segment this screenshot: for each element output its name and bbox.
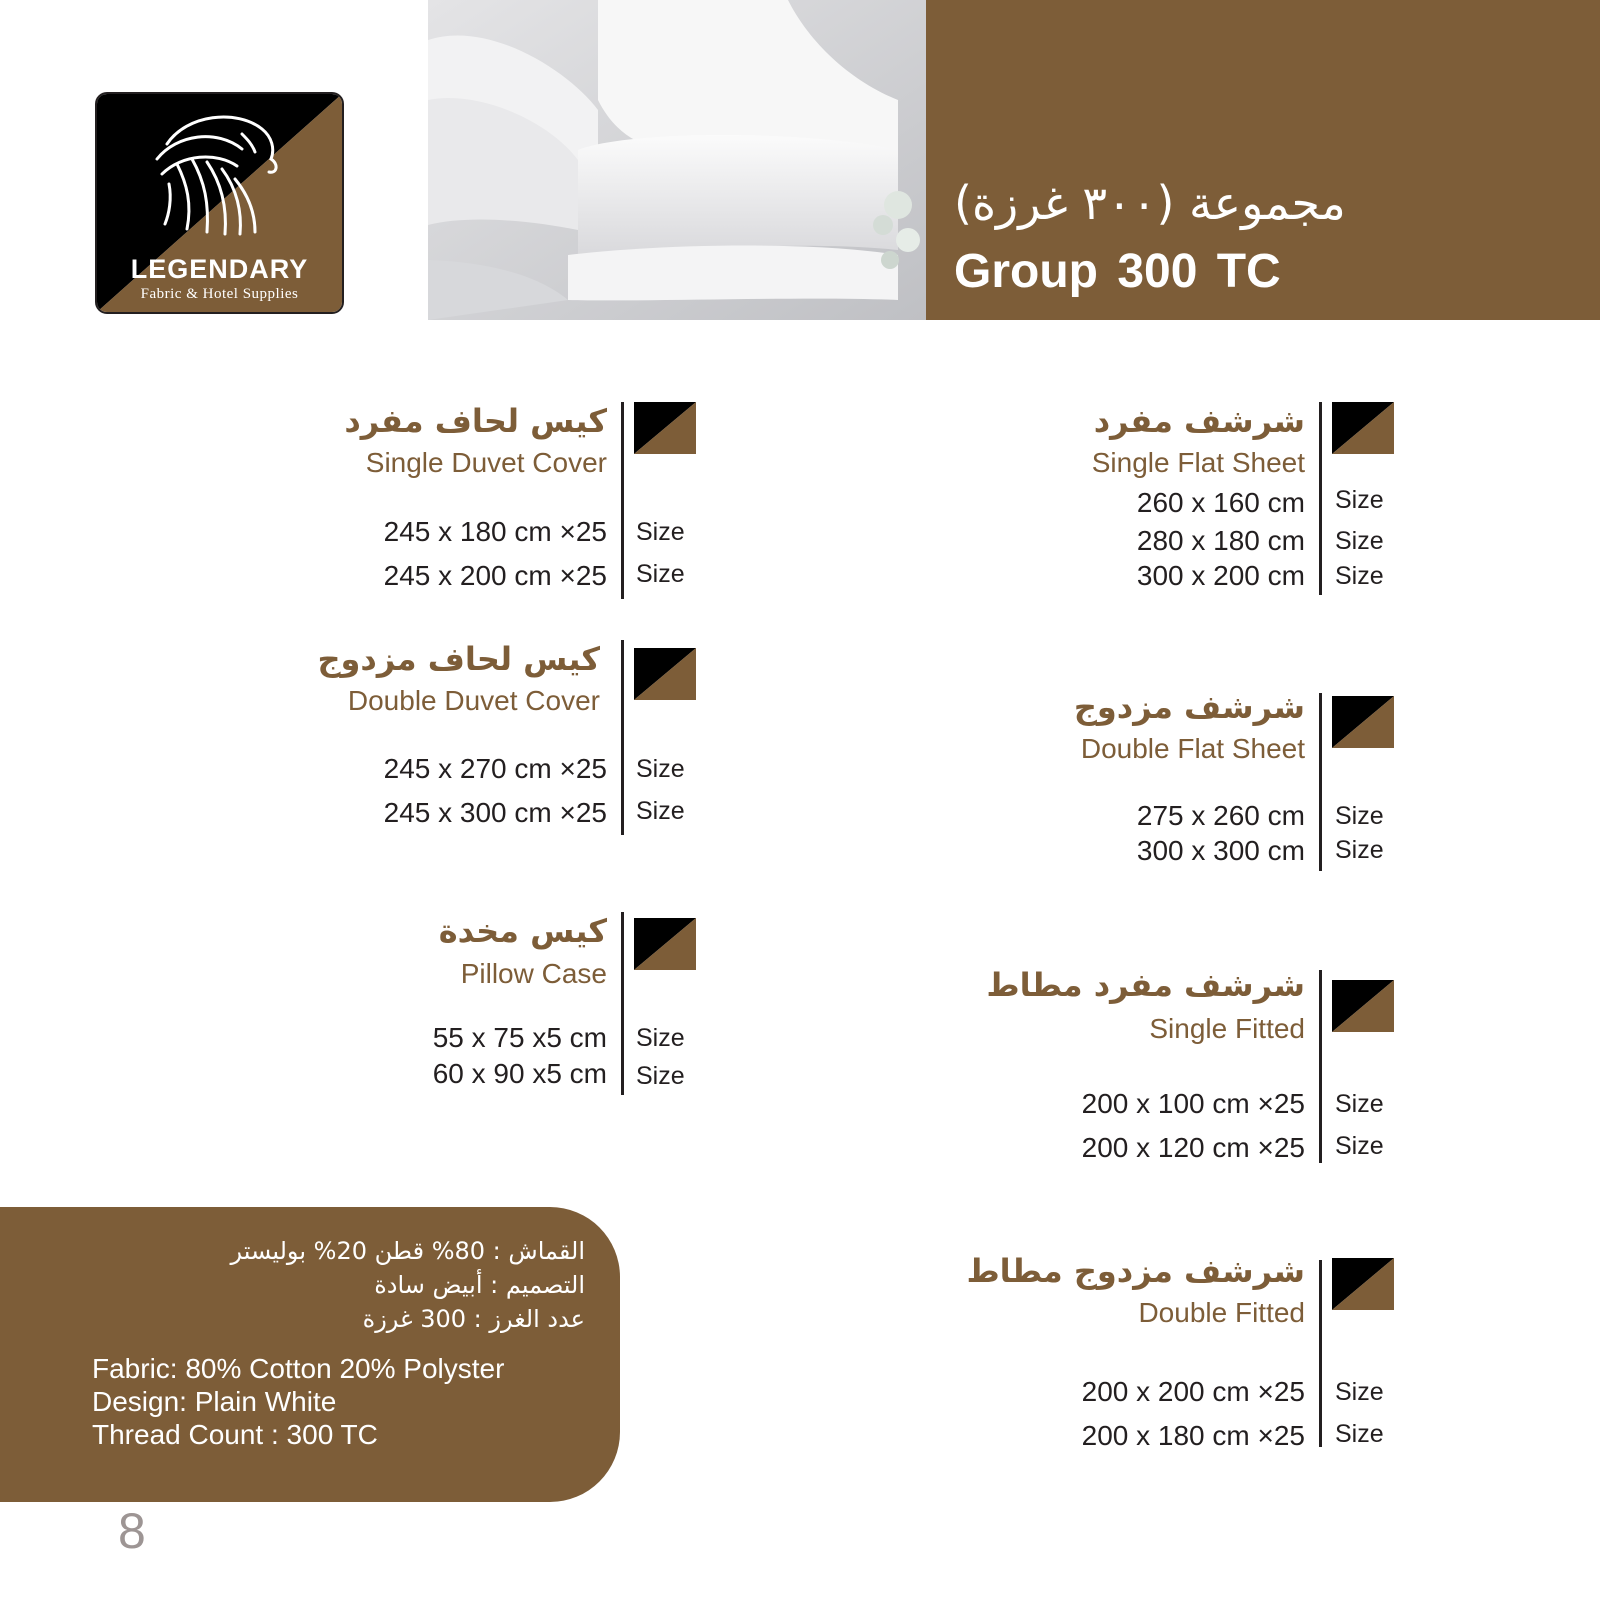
spec-thread-count-en: Thread Count : 300 TC bbox=[92, 1419, 378, 1450]
size-label: Size bbox=[1335, 802, 1384, 830]
size-label: Size bbox=[636, 1024, 685, 1052]
size-value: 200 x 200 cm ×25 bbox=[1081, 1376, 1305, 1407]
logo-wordmark: LEGENDARY bbox=[130, 254, 309, 284]
product-name-ar: شرشف مزدوج bbox=[1073, 688, 1305, 726]
size-value: 300 x 200 cm bbox=[1136, 560, 1305, 591]
size-label: Size bbox=[636, 755, 685, 783]
bedding-photo bbox=[428, 0, 926, 320]
spec-design-en: Design: Plain White bbox=[92, 1386, 337, 1417]
size-label: Size bbox=[636, 518, 685, 546]
size-value: 245 x 270 cm ×25 bbox=[383, 753, 607, 784]
size-label: Size bbox=[1335, 527, 1384, 555]
product-name-en: Single Fitted bbox=[1149, 1013, 1305, 1044]
spec-design-ar: التصميم : أبيض سادة bbox=[374, 1271, 585, 1299]
spec-thread-count-ar: عدد الغرز : 300 غرزة bbox=[362, 1305, 585, 1333]
product-name-en: Double Fitted bbox=[1138, 1297, 1305, 1328]
divider-line bbox=[1319, 970, 1322, 1163]
divider-line bbox=[1319, 1260, 1322, 1447]
size-label: Size bbox=[1335, 836, 1384, 864]
size-label: Size bbox=[1335, 1132, 1384, 1160]
size-label: Size bbox=[636, 797, 685, 825]
product-name-ar: كيس مخدة bbox=[438, 912, 607, 950]
spec-fabric-en: Fabric: 80% Cotton 20% Polyster bbox=[92, 1353, 505, 1384]
collection-title-en: Group 300 TC bbox=[954, 245, 1281, 298]
product-name-ar: شرشف مفرد bbox=[1093, 402, 1305, 440]
product-name-ar: كيس لحاف مزدوج bbox=[317, 640, 600, 678]
brand-swatch-icon bbox=[634, 648, 696, 700]
product-name-en: Pillow Case bbox=[460, 958, 607, 989]
collection-title-ar: مجموعة (٣٠٠ غرزة) bbox=[954, 176, 1346, 230]
size-value: 280 x 180 cm bbox=[1136, 525, 1305, 556]
product-name-en: Double Flat Sheet bbox=[1080, 733, 1305, 764]
product-name-ar: شرشف مزدوج مطاط bbox=[966, 1252, 1305, 1290]
brand-logo bbox=[95, 92, 344, 314]
logo-tagline: Fabric & Hotel Supplies bbox=[140, 286, 299, 302]
size-label: Size bbox=[1335, 1378, 1384, 1406]
spec-fabric-ar: القماش : 80% قطن 20% بوليستر bbox=[230, 1237, 585, 1265]
size-value: 200 x 100 cm ×25 bbox=[1081, 1088, 1305, 1119]
size-value: 60 x 90 x5 cm bbox=[432, 1058, 607, 1089]
brand-swatch-icon bbox=[634, 918, 696, 970]
size-label: Size bbox=[1335, 1090, 1384, 1118]
size-label: Size bbox=[636, 1062, 685, 1090]
product-name-en: Single Duvet Cover bbox=[365, 447, 607, 478]
size-value: 200 x 120 cm ×25 bbox=[1081, 1132, 1305, 1163]
size-label: Size bbox=[1335, 562, 1384, 590]
product-single-flat-sheet bbox=[960, 402, 1400, 602]
product-name-ar: شرشف مفرد مطاط bbox=[986, 966, 1305, 1004]
size-label: Size bbox=[636, 560, 685, 588]
size-value: 55 x 75 x5 cm bbox=[432, 1022, 607, 1053]
divider-line bbox=[621, 640, 624, 835]
brand-swatch-icon bbox=[1332, 696, 1394, 748]
divider-line bbox=[1319, 402, 1322, 595]
product-name-ar: كيس لحاف مفرد bbox=[344, 402, 607, 440]
product-pillow-case bbox=[280, 912, 700, 1092]
size-label: Size bbox=[1335, 486, 1384, 514]
fabric-specs-panel bbox=[0, 1207, 620, 1502]
brand-swatch-icon bbox=[1332, 1258, 1394, 1310]
brand-swatch-icon bbox=[1332, 402, 1394, 454]
size-value: 260 x 160 cm bbox=[1136, 487, 1305, 518]
brand-swatch-icon bbox=[1332, 980, 1394, 1032]
product-double-flat-sheet bbox=[960, 688, 1400, 878]
product-name-en: Single Flat Sheet bbox=[1091, 447, 1305, 478]
product-single-duvet-cover bbox=[280, 402, 700, 602]
divider-line bbox=[621, 912, 624, 1095]
product-name-en: Double Duvet Cover bbox=[347, 685, 600, 716]
size-value: 275 x 260 cm bbox=[1136, 800, 1305, 831]
brand-swatch-icon bbox=[634, 402, 696, 454]
product-double-duvet-cover bbox=[280, 640, 700, 840]
size-value: 245 x 180 cm ×25 bbox=[383, 516, 607, 547]
divider-line bbox=[621, 402, 624, 599]
size-label: Size bbox=[1335, 1420, 1384, 1448]
product-double-fitted bbox=[920, 1252, 1400, 1452]
divider-line bbox=[1319, 693, 1322, 871]
bedding-photo-illustration bbox=[428, 0, 926, 320]
size-value: 245 x 300 cm ×25 bbox=[383, 797, 607, 828]
page-number: 8 bbox=[118, 1503, 146, 1559]
lion-icon bbox=[147, 104, 297, 244]
size-value: 200 x 180 cm ×25 bbox=[1081, 1420, 1305, 1451]
size-value: 300 x 300 cm bbox=[1136, 835, 1305, 866]
product-single-fitted bbox=[920, 966, 1400, 1166]
size-value: 245 x 200 cm ×25 bbox=[383, 560, 607, 591]
